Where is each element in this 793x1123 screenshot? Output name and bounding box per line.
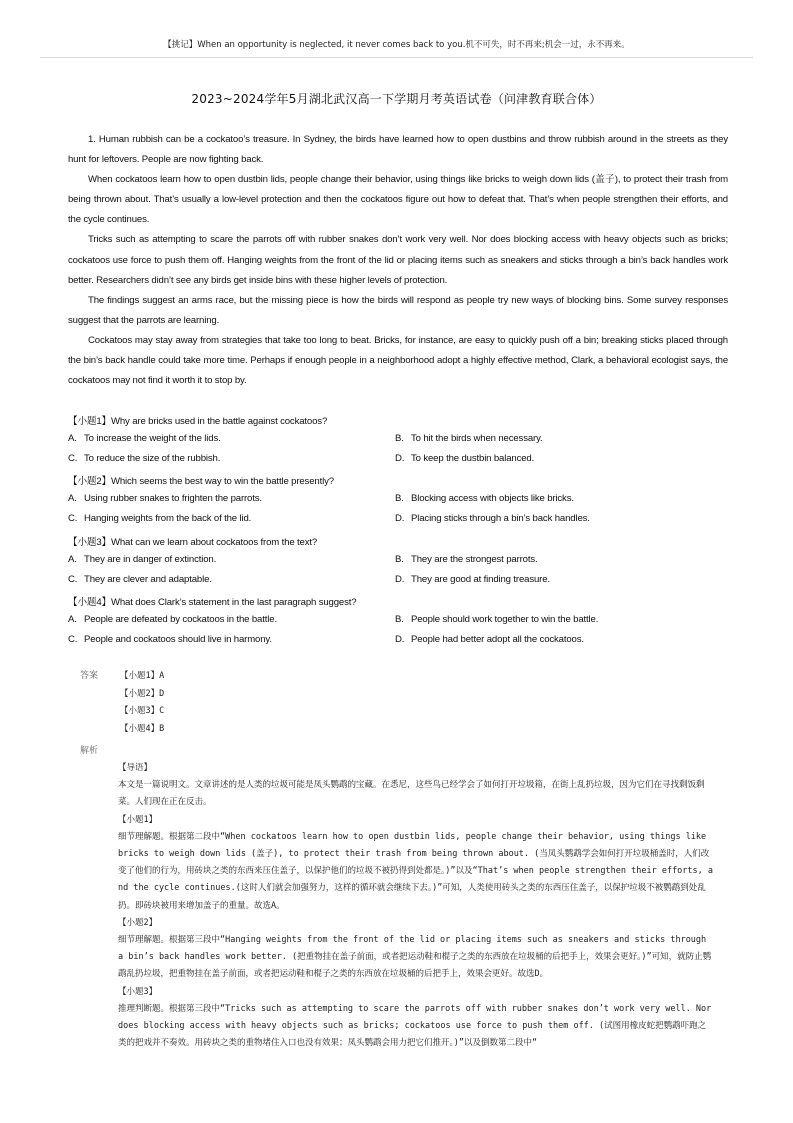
passage-paragraph: Tricks such as attempting to scare the parrots off with rubber snakes don’t work very well. Nor does blocking access with heavy objects such as bricks; cockatoos use force to push them off. Hanging weights from the front of the lid or placing items such as sneakers and sticks through a bin’s back handles work better. Researchers didn’t see any birds get inside bins with these higher levels of protection. [68, 234, 728, 286]
option-b[interactable]: B. To hit the birds when necessary. [395, 433, 543, 444]
option-c[interactable]: C. To reduce the size of the rubbish. [68, 453, 221, 464]
question-stem: 【小题3】What can we learn about cockatoos from the text? [68, 537, 318, 548]
analysis-heading: 【导语】 [118, 763, 153, 773]
answer-item: 【小题3】C [120, 706, 165, 716]
analysis-heading: 【小题3】 [118, 986, 158, 997]
question-stem: 【小题1】Why are bricks used in the battle against cockatoos? [68, 416, 328, 427]
option-a[interactable]: A. Using rubber snakes to frighten the parrots. [68, 493, 262, 504]
header-motto: 【挑记】When an opportunity is neglected, it never comes back to you.机不可失，时不再来;机会一过，永不再来。 [163, 40, 630, 50]
question-stem: 【小题2】Which seems the best way to win the battle presently? [68, 476, 334, 487]
option-b[interactable]: B. Blocking access with objects like bricks. [395, 493, 574, 504]
header-divider [40, 57, 753, 58]
passage-paragraph: The findings suggest an arms race, but the missing piece is how the birds will respond as people try new ways of blocking bins. Some survey responses suggest that the parrots are learning. [68, 294, 728, 326]
option-b[interactable]: B. People should work together to win the battle. [395, 614, 599, 625]
analysis-paragraph: 本文是一篇说明文。文章讲述的是人类的垃圾可能是凤头鹦鹉的宝藏。在悉尼，这些鸟已经学会了如何打开垃圾箱，在街上乱扔垃圾，因为它们在寻找剩饭剩菜。人们现在正在反击。 [118, 780, 705, 808]
analysis-paragraph: 细节理解题。根据第二段中“When cockatoos learn how to open dustbin lids, people change their behavior, using things like bricks to weigh down lids (盖子), to protect their trash from being thrown about. (当凤头鹦鹉学会如何打开垃圾桶盖时，人们改变了他们的行为，用砖块之类的东西来压住盖子，以保护他们的垃圾不被扔得到处都是。)”以及“That’s when people strengthen their efforts, and the cycle continues.(这时人们就会加强努力，这样的循环就会继续下去。)”可知，人类使用砖头之类的东西压住盖子，以保护垃圾不被鹦鹉到处乱扔。即砖块被用来增加盖子的重量。故选A。 [118, 831, 714, 911]
option-b[interactable]: B. They are the strongest parrots. [395, 554, 538, 565]
answer-item: 【小题2】D [120, 688, 165, 699]
answer-list [120, 668, 164, 738]
option-d[interactable]: D. To keep the dustbin balanced. [395, 453, 535, 464]
passage-paragraph: Cockatoos may stay away from strategies that take too long to beat. Bricks, for instance, are easy to quickly push off a bin; breaking sticks placed through the bin’s back handle could take more time. Perhaps if enough people in a neighborhood adopt a highly effective method, Clark, a behavioral ecologist says, the cockatoos may not find it worth it to stop by. [68, 334, 728, 387]
analysis-paragraph: 推理判断题。根据第三段中“Tricks such as attempting to scare the parrots off with rubber snakes don’t work very well. Nor does blocking access with heavy objects such as bricks; cockatoos use force to push them off. (试图用橡皮蛇把鹦鹉吓跑之类的把戏并不奏效。用砖块之类的重物堵住入口也没有效果；凤头鹦鹉会用力把它们推开。)”以及倒数第二段中“ [118, 1003, 712, 1049]
option-c[interactable]: C. People and cockatoos should live in harmony. [68, 634, 272, 645]
answer-label: 答案 [80, 671, 99, 681]
option-d[interactable]: D. People had better adopt all the cockatoos. [395, 634, 584, 645]
page-title: 2023~2024学年5月湖北武汉高一下学期月考英语试卷（问津教育联合体） [191, 92, 602, 106]
analysis-heading: 【小题2】 [118, 917, 158, 928]
question-stem: 【小题4】What does Clark’s statement in the last paragraph suggest? [68, 597, 357, 608]
analysis-label: 解析 [80, 746, 99, 756]
option-a[interactable]: A. People are defeated by cockatoos in the battle. [68, 614, 277, 625]
answer-item: 【小题4】B [120, 723, 165, 734]
analysis-paragraph: 细节理解题。根据第三段中“Hanging weights from the front of the lid or placing items such as sneakers and sticks through a bin’s back handles work better. (把重物挂在盖子前面，或者把运动鞋和棍子之类的东西放在垃圾桶的后把手上，效果会更好。)”可知，就防止鹦鹉乱扔垃圾，把重物挂在盖子前面，或者把运动鞋和棍子之类的东西放在垃圾桶的后把手上，效果会更好。故选D。 [118, 935, 712, 980]
option-a[interactable]: A. They are in danger of extinction. [68, 554, 217, 565]
analysis-text [118, 760, 713, 1052]
reading-passage [68, 130, 728, 391]
option-d[interactable]: D. Placing sticks through a bin’s back handles. [395, 513, 590, 524]
option-c[interactable]: C. They are clever and adaptable. [68, 574, 212, 585]
passage-paragraph: 1. Human rubbish can be a cockatoo’s treasure. In Sydney, the birds have learned how to open dustbins and throw rubbish around in the streets as they hunt for leftovers. People are now fighting back. [68, 134, 728, 166]
passage-paragraph: When cockatoos learn how to open dustbin lids, people change their behavior, using things like bricks to weigh down lids (盖子), to protect their trash from being thrown about. That’s usually a low-level protection and then the cockatoos figure out how to defeat that. That’s when people strengthen their efforts, and the cycle continues. [68, 174, 728, 226]
option-c[interactable]: C. Hanging weights from the back of the lid. [68, 513, 252, 524]
option-d[interactable]: D. They are good at finding treasure. [395, 574, 550, 585]
answer-item: 【小题1】A [120, 671, 165, 681]
analysis-heading: 【小题1】 [118, 814, 158, 825]
option-a[interactable]: A. To increase the weight of the lids. [68, 433, 221, 444]
